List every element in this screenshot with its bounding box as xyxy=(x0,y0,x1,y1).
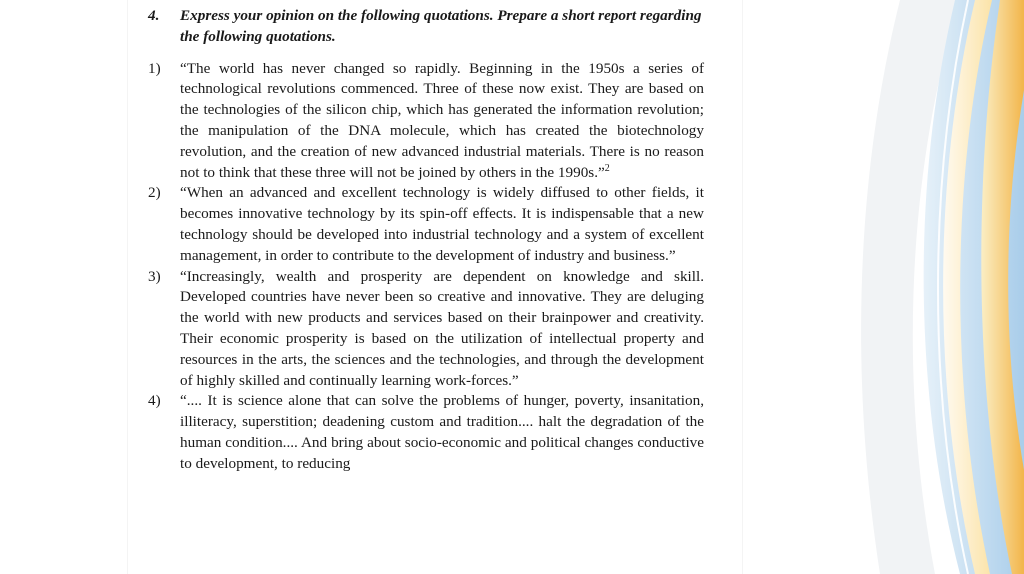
quote-item-3 xyxy=(148,267,704,392)
quote-text: “.... It is science alone that can solve the problems of hunger, poverty, insanitation, illiteracy, superstition; deadening custom and tradition.... halt the degradation of the human condition.... And bring about socio-economic and political changes conductive to development, to reducing xyxy=(180,392,704,472)
quote-number: 1) xyxy=(148,59,161,77)
quote-body: “The world has never changed so rapidly. Beginning in the 1950s a series of technological revolutions commenced. Three of these now exist. They are based on the technologies of the silicon chip, which has generated the information revolution; the manipulation of the DNA molecule, which has created the biotechnology revolution, and the creation of new advanced industrial materials. There is no reason not to think that these three will not be joined by others in the 1990s.” xyxy=(180,59,704,181)
footnote-marker: 2 xyxy=(604,162,610,174)
decor-grey-band xyxy=(861,0,960,574)
quote-text: “Increasingly, wealth and prosperity are dependent on knowledge and skill. Developed countries have never been so creative and innovative. They are deluging the world with new products and services based on their brainpower and creativity. Their economic prosperity is based on the utilization of intellectual property and resources in the arts, the sciences and the technologies, and through the development of highly skilled and continually learning work-forces.” xyxy=(180,267,704,389)
decor-yellow-swoosh xyxy=(981,0,1024,574)
decor-cream-swoosh xyxy=(943,0,992,574)
quote-number: 4) xyxy=(148,392,161,410)
task-text: Express your opinion on the following quotations. Prepare a short report regarding the following quotations. xyxy=(180,7,702,45)
document-page xyxy=(128,0,742,574)
task-heading xyxy=(148,6,704,48)
decor-white-line xyxy=(938,0,968,574)
quote-item-2 xyxy=(148,183,704,266)
quote-number: 2) xyxy=(148,184,161,202)
decor-blue-band xyxy=(924,0,1024,574)
quote-number: 3) xyxy=(148,267,161,285)
quote-item-1 xyxy=(148,59,704,184)
quote-text xyxy=(180,59,704,184)
quote-item-4 xyxy=(148,391,704,474)
task-number: 4. xyxy=(148,7,160,24)
quote-text: “When an advanced and excellent technology is widely diffused to other fields, it becomes innovative technology by its spin-off effects. It is indispensable that a new technology should be developed into industrial technology and a system of excellent management, in order to contribute to the development of industry and business.” xyxy=(180,184,704,264)
document-content xyxy=(148,6,704,475)
